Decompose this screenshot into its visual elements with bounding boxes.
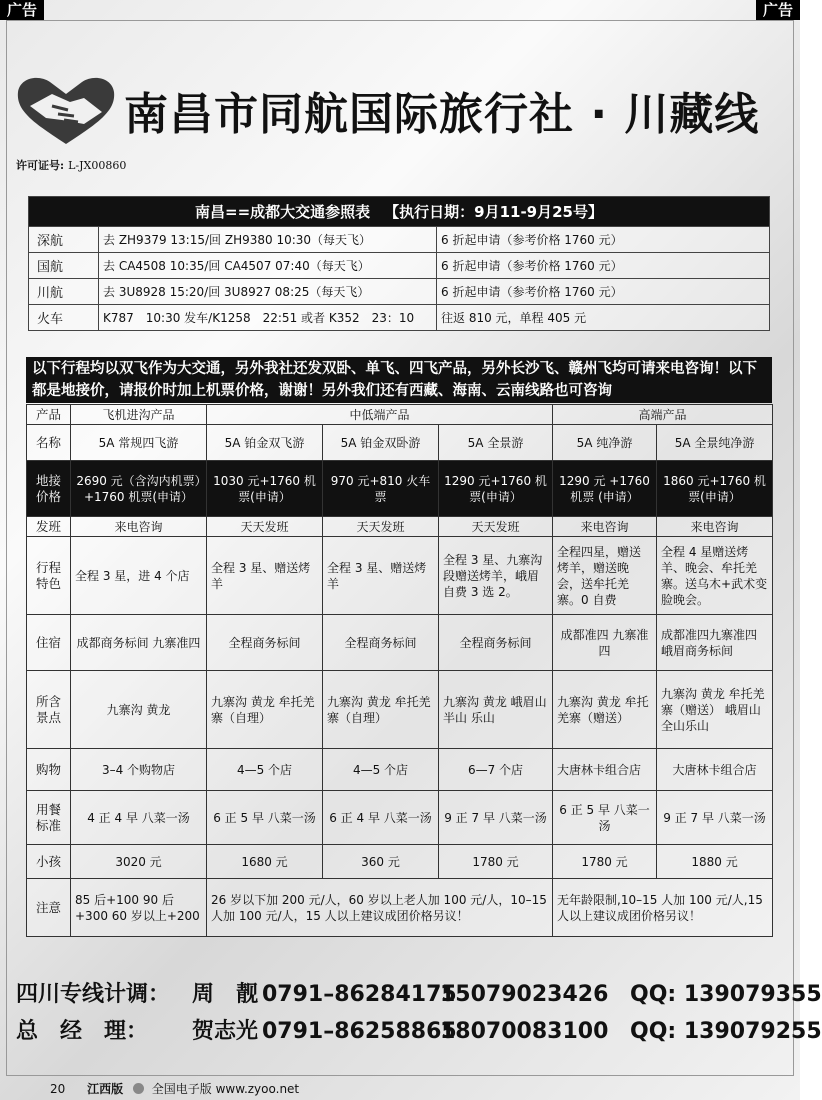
table-cell: 成都准四九寨准四 峨眉商务标间 (657, 615, 773, 671)
table-cell: 970 元+810 火车票 (323, 461, 439, 517)
table-cell: 名称 (27, 425, 71, 461)
table-cell: 九寨沟 黄龙 (71, 671, 207, 749)
edition-label: 江西版 (87, 1082, 124, 1096)
table-cell: 5A 铂金双卧游 (323, 425, 439, 461)
table-cell: 用餐标准 (27, 791, 71, 845)
table-row (27, 791, 773, 845)
table-cell: K787 10:30 发车/K1258 22:51 或者 K352 23：10 (99, 305, 437, 331)
table-cell: 所含景点 (27, 671, 71, 749)
table-cell: 购物 (27, 749, 71, 791)
table-cell: 来电咨询 (553, 517, 657, 537)
table-cell: 全程商务标间 (207, 615, 323, 671)
table-cell: 3–4 个购物店 (71, 749, 207, 791)
table-cell: 5A 纯净游 (553, 425, 657, 461)
table-row (29, 279, 770, 305)
contact-manager: 总 经 理： 贺志光 0791–8625886518070083100 QQ: 139079255 (16, 1019, 822, 1044)
category-high: 高端产品 (553, 405, 773, 425)
table-cell: 注意 (27, 879, 71, 937)
table-row (29, 305, 770, 331)
table-cell: 大唐林卡组合店 (657, 749, 773, 791)
table-cell: 成都准四 九寨准四 (553, 615, 657, 671)
table-row (27, 461, 773, 517)
table-cell: 九寨沟 黄龙 牟托羌寨（自理） (207, 671, 323, 749)
table-cell: 1780 元 (439, 845, 553, 879)
table-cell: 九寨沟 黄龙 牟托羌寨（自理） (323, 671, 439, 749)
table-cell: 全程 3 星、赠送烤羊 (207, 537, 323, 615)
table-cell: 全程四星，赠送烤羊，赠送晚会，送牟托羌寨。0 自费 (553, 537, 657, 615)
license-value: L-JX00860 (68, 159, 127, 172)
table-row (27, 405, 773, 425)
table-row (27, 879, 773, 937)
table-cell: 产品 (27, 405, 71, 425)
page-title: 南昌市同航国际旅行社 · 川藏线 (124, 89, 760, 140)
products-table (26, 404, 773, 937)
table-cell: 全程 3 星、九寨沟段赠送烤羊，峨眉自费 3 选 2。 (439, 537, 553, 615)
category-mid: 中低端产品 (207, 405, 553, 425)
table-cell: 来电咨询 (657, 517, 773, 537)
table-cell: 九寨沟 黄龙 牟托羌寨（赠送） 峨眉山全山乐山 (657, 671, 773, 749)
table-cell: 1030 元+1760 机票(申请） (207, 461, 323, 517)
note-flight: 85 后+100 90 后+300 60 岁以上+200 (71, 879, 207, 937)
table-cell: 来电咨询 (71, 517, 207, 537)
table-cell: 火车 (29, 305, 99, 331)
table-cell: 4—5 个店 (207, 749, 323, 791)
contact-scheduler: 四川专线计调： 周 靓 0791–8628417515079023426 QQ: 139079355 (16, 982, 822, 1007)
transport-table (28, 196, 770, 331)
table-cell: 1680 元 (207, 845, 323, 879)
table-cell: 国航 (29, 253, 99, 279)
table-row (27, 845, 773, 879)
note-mid: 26 岁以下加 200 元/人，60 岁以上老人加 100 元/人，10–15 人加 100 元/人，15 人以上建议成团价格另议！ (207, 879, 553, 937)
site-logo-icon (133, 1083, 144, 1094)
table-cell: 5A 全景纯净游 (657, 425, 773, 461)
table-cell: 全程 4 星赠送烤羊、晚会、牟托羌寨。送乌木+武术变脸晚会。 (657, 537, 773, 615)
table-cell: 深航 (29, 227, 99, 253)
table-cell: 3020 元 (71, 845, 207, 879)
table-cell: 成都商务标间 九寨准四 (71, 615, 207, 671)
page-number: 20 (50, 1082, 66, 1096)
table-cell: 6—7 个店 (439, 749, 553, 791)
notice-banner: 以下行程均以双飞作为大交通，另外我社还发双卧、单飞、四飞产品，另外长沙飞、赣州飞均可请来电咨询！以下都是地接价，请报价时加上机票价格，谢谢！另外我们还有西藏、海南、云南线路也可咨询 (26, 357, 772, 403)
table-cell: 1290 元 +1760 机票 (申请） (553, 461, 657, 517)
table-cell: 大唐林卡组合店 (553, 749, 657, 791)
table-row (29, 253, 770, 279)
table-cell: 往返 810 元，单程 405 元 (437, 305, 770, 331)
table-cell: 行程特色 (27, 537, 71, 615)
license-number (16, 157, 126, 173)
table-cell: 九寨沟 黄龙 牟托羌寨（赠送） (553, 671, 657, 749)
handshake-logo-icon (12, 72, 120, 152)
table-cell: 去 ZH9379 13:15/回 ZH9380 10:30（每天飞） (99, 227, 437, 253)
table-cell: 发班 (27, 517, 71, 537)
category-flight: 飞机进沟产品 (71, 405, 207, 425)
table-cell: 1880 元 (657, 845, 773, 879)
table-cell: 川航 (29, 279, 99, 305)
ad-label-left: 广告 (0, 0, 44, 20)
transport-heading: 南昌==成都大交通参照表 【执行日期：9月11-9月25号】 (29, 197, 770, 227)
table-cell: 去 3U8928 15:20/回 3U8927 08:25（每天飞） (99, 279, 437, 305)
table-cell: 6 正 5 早 八菜一汤 (553, 791, 657, 845)
table-cell: 天天发班 (207, 517, 323, 537)
table-cell: 6 折起申请（参考价格 1760 元） (437, 253, 770, 279)
page-footer (0, 1076, 800, 1100)
table-cell: 4—5 个店 (323, 749, 439, 791)
table-cell: 360 元 (323, 845, 439, 879)
table-row (27, 615, 773, 671)
license-label: 许可证号: (16, 159, 65, 172)
table-cell: 去 CA4508 10:35/回 CA4507 07:40（每天飞） (99, 253, 437, 279)
table-cell: 全程 3 星、赠送烤羊 (323, 537, 439, 615)
table-row (29, 227, 770, 253)
table-row (27, 517, 773, 537)
table-cell: 1290 元+1760 机票(申请） (439, 461, 553, 517)
table-cell: 全程商务标间 (323, 615, 439, 671)
table-cell: 5A 常规四飞游 (71, 425, 207, 461)
table-cell: 5A 铂金双飞游 (207, 425, 323, 461)
table-row (27, 425, 773, 461)
note-high: 无年龄限制,10–15 人加 100 元/人,15 人以上建议成团价格另议！ (553, 879, 773, 937)
table-cell: 小孩 (27, 845, 71, 879)
table-row (27, 537, 773, 615)
table-cell: 全程 3 星，进 4 个店 (71, 537, 207, 615)
table-cell: 6 正 5 早 八菜一汤 (207, 791, 323, 845)
table-cell: 天天发班 (323, 517, 439, 537)
table-cell: 1780 元 (553, 845, 657, 879)
table-cell: 5A 全景游 (439, 425, 553, 461)
table-cell: 九寨沟 黄龙 峨眉山半山 乐山 (439, 671, 553, 749)
table-cell: 9 正 7 早 八菜一汤 (657, 791, 773, 845)
table-row (27, 749, 773, 791)
table-cell: 地接价格 (27, 461, 71, 517)
table-cell: 2690 元（含沟内机票）+1760 机票(申请） (71, 461, 207, 517)
table-row (27, 671, 773, 749)
site-url: 全国电子版 www.zyoo.net (151, 1082, 300, 1096)
table-cell: 全程商务标间 (439, 615, 553, 671)
table-cell: 6 折起申请（参考价格 1760 元） (437, 227, 770, 253)
table-cell: 6 正 4 早 八菜一汤 (323, 791, 439, 845)
table-cell: 住宿 (27, 615, 71, 671)
table-cell: 1860 元+1760 机票(申请） (657, 461, 773, 517)
ad-label-right: 广告 (756, 0, 800, 20)
table-cell: 9 正 7 早 八菜一汤 (439, 791, 553, 845)
table-cell: 天天发班 (439, 517, 553, 537)
table-cell: 4 正 4 早 八菜一汤 (71, 791, 207, 845)
table-cell: 6 折起申请（参考价格 1760 元） (437, 279, 770, 305)
